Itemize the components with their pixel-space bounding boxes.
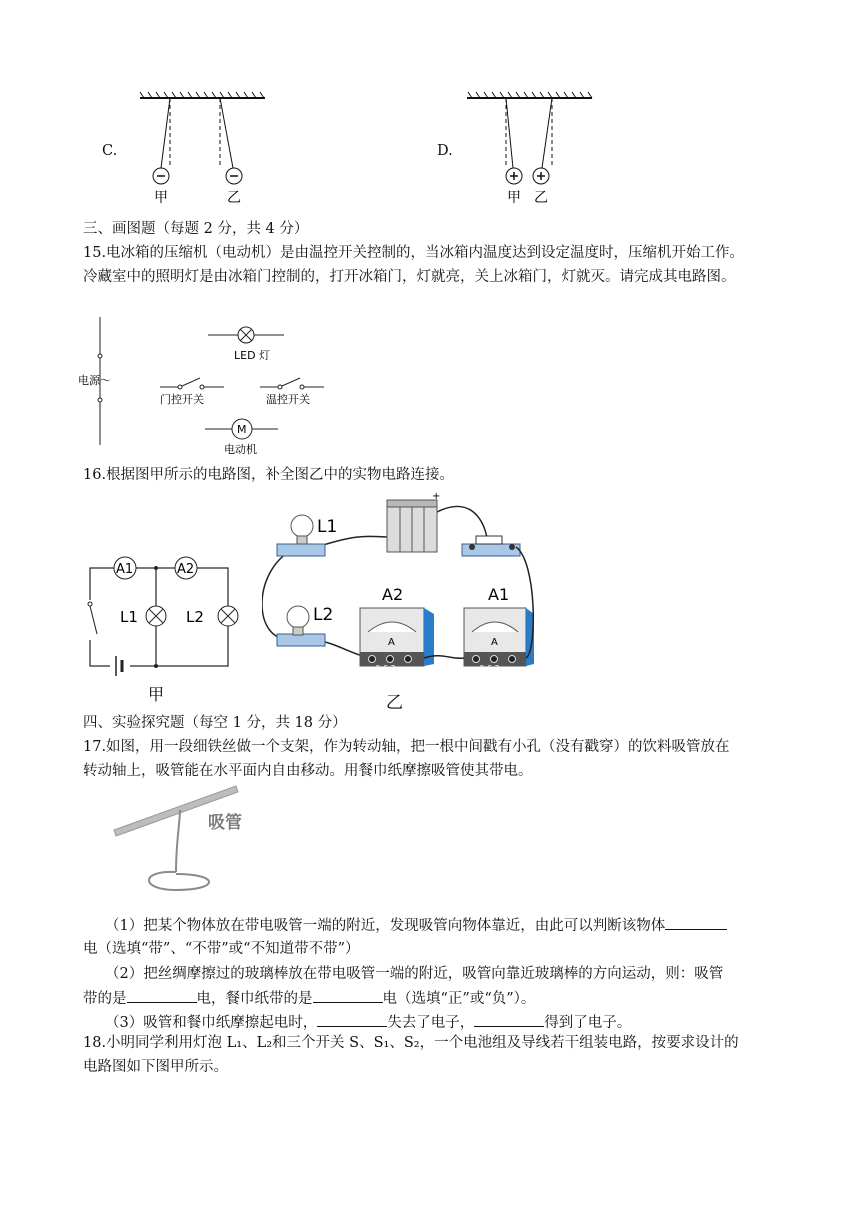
fig-yi-label: 乙 — [386, 693, 403, 713]
q17-part1: （1）把某个物体放在带电吸管一端的附近，发现吸管向物体靠近，由此可以判断该物体 — [105, 913, 727, 939]
motor-symbol: M — [237, 423, 247, 436]
motor-label: 电动机 — [224, 443, 257, 456]
q17-line2: 转动轴上，吸管能在水平面内自由移动。用餐巾纸摩擦吸管使其带电。 — [83, 763, 533, 779]
led-label: LED 灯 — [234, 349, 271, 362]
straw-label: 吸管 — [208, 813, 242, 833]
figure-d — [462, 88, 602, 208]
yi-label-d: 乙 — [534, 190, 548, 206]
figure-c — [130, 88, 270, 208]
a1-letter: A — [491, 637, 498, 648]
q18-line1: 18.小明同学利用灯泡 L₁、L₂和三个开关 S、S₁、S₂，一个电池组及导线若干组装电路，按要求设计的 — [83, 1035, 739, 1051]
option-c-label: C. — [102, 143, 118, 159]
q17-line1: 17.如图，用一段细铁丝做一个支架，作为转动轴，把一根中间戳有小孔（没有戳穿）的饮料吸管放在 — [83, 739, 730, 755]
q16-text: 16.根据图甲所示的电路图，补全图乙中的实物电路连接。 — [83, 467, 455, 483]
a2-letter: A — [388, 637, 395, 648]
option-d-label: D. — [437, 143, 453, 159]
door-switch-label: 门控开关 — [160, 393, 204, 406]
bulb-l2-icon — [287, 606, 309, 628]
power-label: 电源～ — [78, 374, 111, 387]
straw-figure — [110, 782, 270, 902]
jia-l2: L2 — [186, 608, 204, 626]
section-3-heading: 三、画图题（每题 2 分，共 4 分） — [83, 221, 309, 237]
jia-a2: A2 — [177, 562, 195, 577]
jia-label: 甲 — [154, 190, 168, 206]
yi-a1: A1 — [488, 585, 510, 604]
jia-l1: L1 — [120, 608, 138, 626]
a2-scale: − 0.6 3 — [366, 664, 396, 673]
q17-part2: （2）把丝绸摩擦过的玻璃棒放在带电吸管一端的附近，吸管向靠近玻璃棒的方向运动，则：吸管 — [105, 966, 724, 982]
temp-switch-label: 温控开关 — [266, 393, 310, 406]
q15-line2: 冷藏室中的照明灯是由冰箱门控制的，打开冰箱门，灯就亮，关上冰箱门，灯就灭。请完成其电路图。 — [83, 269, 736, 285]
svg-text:+: + — [432, 492, 441, 502]
jia-label-d: 甲 — [507, 190, 521, 206]
a1-scale: − 0.6 3 — [470, 664, 500, 673]
q16-circuit-jia — [80, 548, 240, 708]
q18-line2: 电路图如下图甲所示。 — [83, 1059, 228, 1075]
q16-physical-yi — [262, 492, 534, 692]
jia-a1: A1 — [116, 562, 134, 577]
section-4-heading: 四、实验探究题（每空 1 分，共 18 分） — [83, 715, 347, 731]
q15-line1: 15.电冰箱的压缩机（电动机）是由温控开关控制的，当冰箱内温度达到设定温度时，压缩机开始工作。 — [83, 245, 745, 261]
q17-part2-cont: 带的是 电，餐巾纸带的是 电（选填“正”或“负”）。 — [83, 986, 535, 1012]
bulb-l1-icon — [291, 515, 313, 537]
motor-figure — [200, 413, 280, 457]
q17-part3: （3）吸管和餐巾纸摩擦起电时， 失去了电子， 得到了电子。 — [105, 1010, 631, 1036]
q17-part1-cont: 电（选填“带”、“不带”或“不知道带不带”） — [83, 941, 360, 957]
yi-a2: A2 — [382, 585, 404, 604]
yi-label: 乙 — [227, 190, 241, 206]
fig-jia-label: 甲 — [148, 685, 165, 704]
yi-l2: L2 — [313, 605, 334, 625]
yi-l1: L1 — [317, 517, 338, 537]
temp-switch-figure — [258, 368, 338, 408]
